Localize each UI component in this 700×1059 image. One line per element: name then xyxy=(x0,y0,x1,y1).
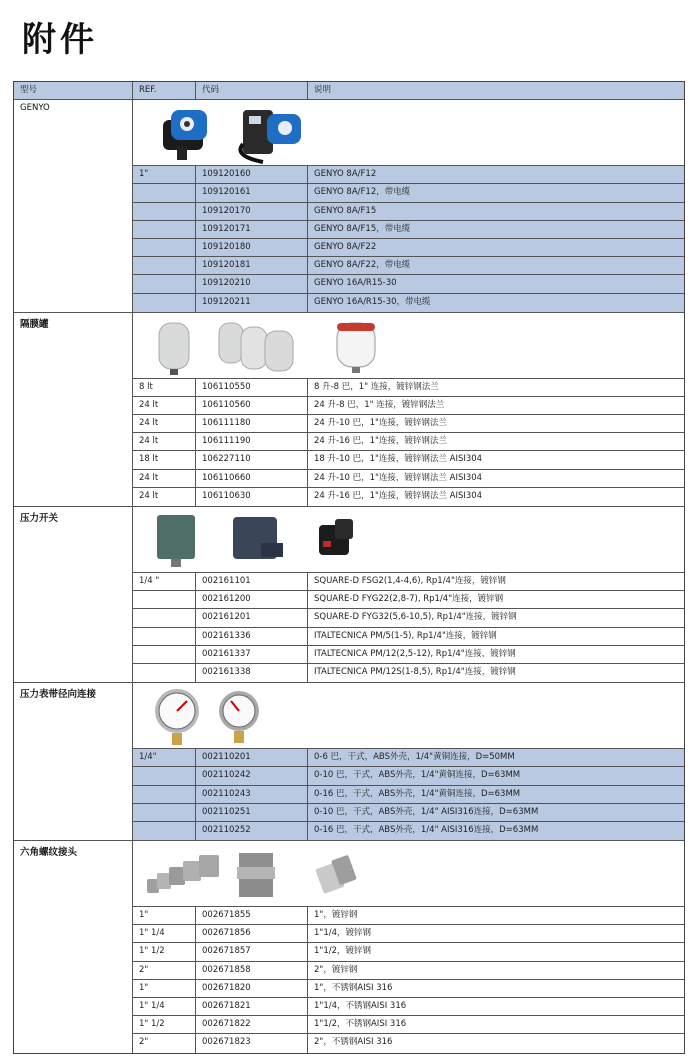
table-row xyxy=(133,609,684,627)
description-cell: 2"，镀锌钢 xyxy=(314,964,358,975)
description-cell: ITALTECNICA PM/12S(1-8,5), Rp1/4"连接，镀锌钢 xyxy=(314,666,516,677)
gauge-a xyxy=(155,689,199,745)
section-label: 隔膜罐 xyxy=(14,313,133,506)
ref-cell: 1" xyxy=(133,980,196,997)
table-row xyxy=(133,203,684,221)
ref-cell xyxy=(133,294,196,312)
code-cell: 002110251 xyxy=(196,804,308,821)
code-cell: 002110243 xyxy=(196,786,308,803)
tank-small xyxy=(159,323,189,375)
table-row xyxy=(133,628,684,646)
ref-cell: 24 lt xyxy=(133,433,196,450)
ref-cell: 18 lt xyxy=(133,451,196,468)
code-cell: 106227110 xyxy=(196,451,308,468)
code-cell: 002161101 xyxy=(196,573,308,590)
code-cell: 002161337 xyxy=(196,646,308,663)
header-code: 代码 xyxy=(196,82,308,99)
description-cell: SQUARE-D FYG22(2,8-7), Rp1/4"连接，镀锌钢 xyxy=(314,594,504,605)
description-cell: 24 升-10 巴，1"连接，镀锌钢法兰 AISI304 xyxy=(314,472,483,483)
description-cell: GENYO 16A/R15-30 xyxy=(308,275,684,292)
ref-cell: 8 lt xyxy=(133,379,196,396)
ref-cell: 24 lt xyxy=(133,470,196,487)
header-description: 说明 xyxy=(314,85,332,95)
table-row xyxy=(133,1034,684,1052)
ref-cell: 24 lt xyxy=(133,488,196,506)
ref-cell xyxy=(133,221,196,238)
code-cell: 106111180 xyxy=(196,415,308,432)
ref-cell: 1" 1/4 xyxy=(133,925,196,942)
table-row xyxy=(133,591,684,609)
ref-cell: 1" 1/2 xyxy=(133,943,196,960)
code-cell: 109120171 xyxy=(196,221,308,238)
product-images xyxy=(133,100,684,166)
ref-cell: 24 lt xyxy=(133,397,196,414)
table-row xyxy=(133,573,684,591)
description-cell: GENYO 8A/F15 xyxy=(308,203,684,220)
product-images xyxy=(133,841,684,907)
table-row xyxy=(133,415,684,433)
section-label: GENYO xyxy=(14,100,133,312)
description-cell: GENYO 8A/F12 xyxy=(308,166,684,183)
code-cell: 106111190 xyxy=(196,433,308,450)
table-row xyxy=(133,998,684,1016)
description-cell: SQUARE-D FYG32(5,6-10,5), Rp1/4"连接，镀锌钢 xyxy=(314,612,517,623)
code-cell: 109120211 xyxy=(196,294,308,312)
table-row xyxy=(133,451,684,469)
code-cell: 106110560 xyxy=(196,397,308,414)
code-cell: 002161338 xyxy=(196,664,308,682)
code-cell: 002671856 xyxy=(196,925,308,942)
description-cell: 0-16 巴，干式，ABS外壳，1/4" AISI316连接，D=63MM xyxy=(308,822,684,840)
ref-cell: 24 lt xyxy=(133,415,196,432)
table-row xyxy=(133,166,684,184)
description-cell: 1"，镀锌钢 xyxy=(314,910,358,921)
description-cell: 0-10 巴，干式，ABS外壳，1/4" AISI316连接，D=63MM xyxy=(308,804,684,821)
section-label: 压力表带径向连接 xyxy=(14,683,133,840)
table-row xyxy=(133,925,684,943)
table-row xyxy=(133,804,684,822)
section-label: 六角螺纹接头 xyxy=(14,841,133,1053)
table-row xyxy=(133,397,684,415)
description-cell: 24 升-8 巴，1" 连接，镀锌钢法兰 xyxy=(314,399,445,410)
header-model: 型号 xyxy=(14,82,133,99)
product-images xyxy=(133,313,684,379)
section-pressure-switches xyxy=(14,507,684,683)
pressure-controller-b xyxy=(241,110,302,162)
table-row xyxy=(133,470,684,488)
description-cell: GENYO 8A/F22，带电缆 xyxy=(308,257,684,274)
ref-cell: 1" xyxy=(133,166,196,183)
ref-cell xyxy=(133,609,196,626)
code-cell: 109120161 xyxy=(196,184,308,201)
pressure-controller-images xyxy=(133,100,684,166)
product-images xyxy=(133,507,684,573)
code-cell: 002110201 xyxy=(196,749,308,766)
ref-cell: 2" xyxy=(133,962,196,979)
ref-cell xyxy=(133,591,196,608)
table-row xyxy=(133,664,684,682)
description-cell: 1"1/4，镀锌钢 xyxy=(314,928,371,939)
table-row xyxy=(133,221,684,239)
table-row xyxy=(133,962,684,980)
section-expansion-tanks xyxy=(14,313,684,507)
code-cell: 002671820 xyxy=(196,980,308,997)
description-cell: GENYO 16A/R15-30，带电缆 xyxy=(308,294,684,312)
table-row xyxy=(133,275,684,293)
description-cell: 2"，不锈钢AISI 316 xyxy=(314,1037,393,1048)
ref-cell xyxy=(133,664,196,682)
code-cell: 109120181 xyxy=(196,257,308,274)
code-cell: 002671855 xyxy=(196,907,308,924)
switch-square-d-b xyxy=(233,517,283,559)
description-cell: 24 升-10 巴，1"连接，镀锌钢法兰 xyxy=(314,418,447,429)
code-cell: 106110660 xyxy=(196,470,308,487)
switch-italtecnica xyxy=(319,519,353,555)
code-cell: 002671821 xyxy=(196,998,308,1015)
code-cell: 002671858 xyxy=(196,962,308,979)
description-cell: 0-6 巴，干式，ABS外壳，1/4"黄铜连接，D=50MM xyxy=(308,749,684,766)
table-row xyxy=(133,646,684,664)
code-cell: 002161200 xyxy=(196,591,308,608)
description-cell: SQUARE-D FSG2(1,4-4,6), Rp1/4"连接，镀锌钢 xyxy=(314,576,506,586)
section-label: 压力开关 xyxy=(14,507,133,682)
section-hex-nipples xyxy=(14,841,684,1053)
gauge-b xyxy=(219,691,259,743)
table-row xyxy=(133,257,684,275)
ref-cell: 1" 1/4 xyxy=(133,998,196,1015)
code-cell: 109120170 xyxy=(196,203,308,220)
ref-cell xyxy=(133,203,196,220)
table-row xyxy=(133,184,684,202)
ref-cell xyxy=(133,822,196,840)
table-row xyxy=(133,786,684,804)
ref-cell xyxy=(133,628,196,645)
nipples-set xyxy=(147,855,219,893)
code-cell: 002671857 xyxy=(196,943,308,960)
code-cell: 002110242 xyxy=(196,767,308,784)
gauge-images xyxy=(133,683,684,749)
description-cell: 1"1/2，不锈钢AISI 316 xyxy=(314,1019,407,1030)
table-row xyxy=(133,239,684,257)
ref-cell: 1" 1/2 xyxy=(133,1016,196,1033)
table-row xyxy=(133,907,684,925)
code-cell: 002161336 xyxy=(196,628,308,645)
tank-group xyxy=(219,323,293,371)
nipple-images xyxy=(133,841,684,907)
table-header xyxy=(14,82,684,100)
ref-cell xyxy=(133,767,196,784)
code-cell: 002110252 xyxy=(196,822,308,840)
nipple-stainless xyxy=(315,855,357,894)
description-cell: 1"，不锈钢AISI 316 xyxy=(314,982,393,993)
code-cell: 109120210 xyxy=(196,275,308,292)
ref-cell xyxy=(133,184,196,201)
ref-cell xyxy=(133,257,196,274)
code-cell: 109120180 xyxy=(196,239,308,256)
description-cell: ITALTECNICA PM/5(1-5), Rp1/4"连接，镀锌钢 xyxy=(314,630,497,641)
pressure-controller-a xyxy=(163,110,207,160)
table-row xyxy=(133,943,684,961)
description-cell: 1"1/4，不锈钢AISI 316 xyxy=(314,1001,407,1011)
nipple-galvanized xyxy=(237,853,275,897)
description-cell: GENYO 8A/F12，带电缆 xyxy=(308,184,684,201)
ref-cell: 1/4" xyxy=(133,749,196,766)
table-row xyxy=(133,488,684,506)
description-cell: 0-16 巴，干式，ABS外壳，1/4"黄铜连接，D=63MM xyxy=(308,786,684,803)
code-cell: 002161201 xyxy=(196,609,308,626)
description-cell: GENYO 8A/F15，带电缆 xyxy=(308,221,684,238)
description-cell: ITALTECNICA PM/12(2,5-12), Rp1/4"连接，镀锌钢 xyxy=(314,648,516,659)
accessories-table xyxy=(13,81,685,1054)
code-cell: 109120160 xyxy=(196,166,308,183)
description-cell: GENYO 8A/F22 xyxy=(308,239,684,256)
ref-cell: 2" xyxy=(133,1034,196,1052)
table-row xyxy=(133,749,684,767)
page-title: 附件 xyxy=(22,20,98,60)
switch-images xyxy=(133,507,684,573)
ref-cell: 1" xyxy=(133,907,196,924)
description-cell: 8 升-8 巴，1" 连接，镀锌钢法兰 xyxy=(314,381,439,392)
code-cell: 002671823 xyxy=(196,1034,308,1052)
table-row xyxy=(133,822,684,840)
description-cell: 18 升-10 巴，1"连接，镀锌钢法兰 AISI304 xyxy=(314,454,483,465)
table-row xyxy=(133,767,684,785)
ref-cell xyxy=(133,239,196,256)
tank-images xyxy=(133,313,684,379)
ref-cell xyxy=(133,804,196,821)
description-cell: 24 升-16 巴，1"连接，镀锌钢法兰 xyxy=(314,436,447,447)
ref-cell xyxy=(133,275,196,292)
code-cell: 106110630 xyxy=(196,488,308,506)
table-row xyxy=(133,294,684,312)
table-row xyxy=(133,1016,684,1034)
tank-white xyxy=(337,323,375,373)
table-row xyxy=(133,433,684,451)
code-cell: 002671822 xyxy=(196,1016,308,1033)
product-images xyxy=(133,683,684,749)
ref-cell xyxy=(133,646,196,663)
switch-square-d-a xyxy=(157,515,195,567)
description-cell: 0-10 巴，干式，ABS外壳，1/4"黄铜连接，D=63MM xyxy=(308,767,684,784)
section-genyo xyxy=(14,100,684,313)
code-cell: 106110550 xyxy=(196,379,308,396)
section-pressure-gauges xyxy=(14,683,684,841)
header-ref: REF. xyxy=(133,82,196,99)
table-row xyxy=(133,980,684,998)
ref-cell xyxy=(133,786,196,803)
description-cell: 24 升-16 巴，1"连接，镀锌钢法兰 AISI304 xyxy=(314,490,483,501)
table-row xyxy=(133,379,684,397)
description-cell: 1"1/2，镀锌钢 xyxy=(314,946,371,957)
ref-cell: 1/4 " xyxy=(133,573,196,590)
